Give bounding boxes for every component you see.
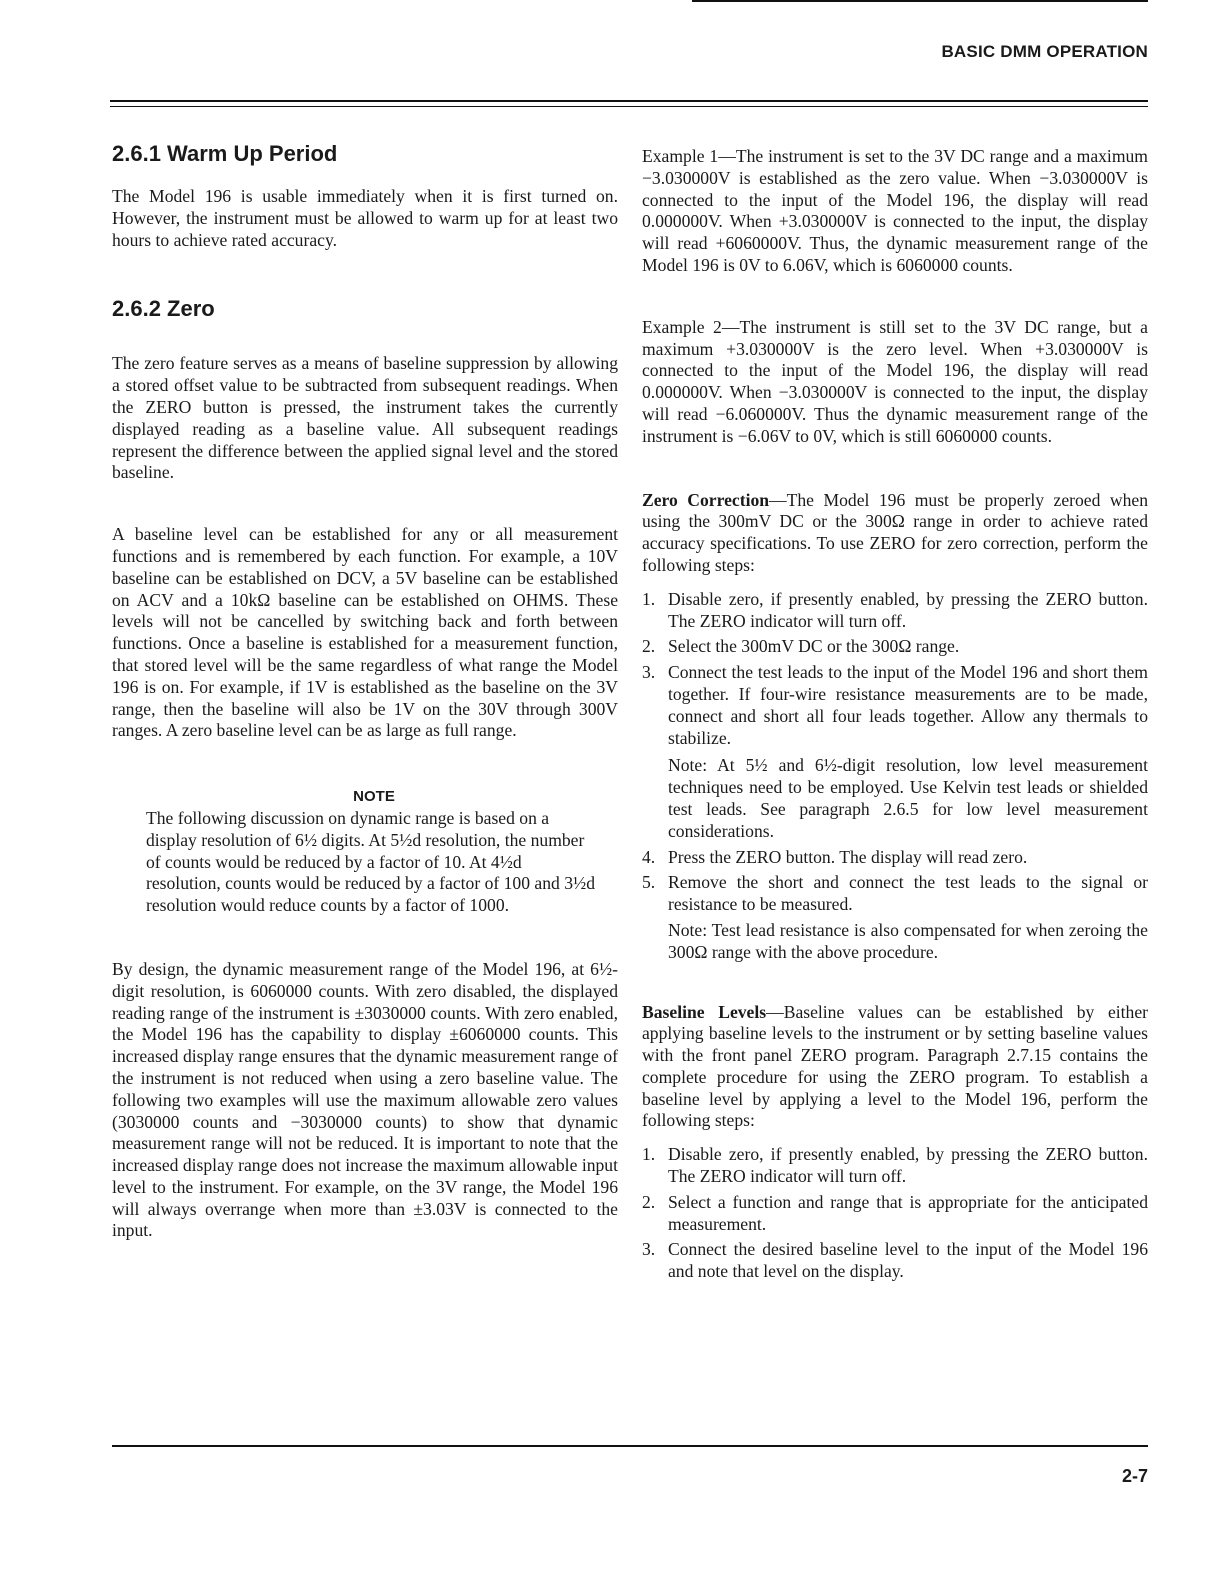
baseline-levels-intro — [642, 1002, 1148, 1133]
step-number: 3. — [642, 1239, 656, 1260]
step-number: 4. — [642, 846, 656, 867]
baseline-levels-text: —Baseline values can be established by either applying baseline levels to the instrument or by setting baseline values with the front panel ZERO program. Paragraph 2.7.15 contains the complete procedure for using the ZERO program. To establish a baseline level by applying a level to the Model 196, perform the following steps: — [642, 1001, 1149, 1131]
list-item — [642, 589, 1148, 633]
header-rule — [110, 100, 1148, 102]
footer-rule — [112, 1445, 1148, 1447]
zero-correction-note-1: Note: At 5½ and 6½-digit resolution, low level measurement techniques need to be employed. Use Kelvin test leads or shielded test leads. See paragraph 2.6.5 for low level measurement considerations. — [668, 755, 1148, 841]
list-item — [642, 662, 1148, 749]
zero-correction-steps — [642, 589, 1148, 964]
example-2-paragraph: Example 2—The instrument is still set to the 3V DC range, but a maximum +3.030000V is the zero level. When +3.030000V is connected to the input of the Model 196, the display will read 0.000000V. When −3.030000V is connected to the input, the display will read −6.060000V. Thus the dynamic measurement range of the instrument is −6.06V to 0V, which is still 6060000 counts. — [642, 316, 1148, 446]
top-edge-rule — [692, 0, 1148, 2]
list-item — [642, 847, 1148, 869]
list-item — [642, 1239, 1148, 1283]
step-text: Select the 300mV DC or the 300Ω range. — [668, 636, 960, 657]
baseline-levels-label: Baseline Levels — [642, 1001, 767, 1022]
left-column — [112, 140, 618, 1242]
step-text: Disable zero, if presently enabled, by pressing the ZERO button. The ZERO indicator will turn off. — [668, 1144, 1148, 1187]
list-item — [642, 636, 1148, 658]
note-title: NOTE — [353, 788, 395, 806]
note-body: The following discussion on dynamic range is based on a display resolution of 6½ digits. At 5½d resolution, the number of counts would be reduced by a factor of 10. At 4½d resolution, counts would be reduced by a factor of 100 and 3½d resolution would reduce counts by a factor of 1000. — [146, 807, 596, 916]
step-number: 2. — [642, 1191, 656, 1212]
step-number: 1. — [642, 1144, 656, 1165]
dynamic-range-paragraph: By design, the dynamic measurement range of the Model 196, at 6½-digit resolution, is 6060000 counts. With zero disabled, the displayed reading range of the instrument is ±3030000 counts. With zero enabled, the Model 196 has the capability to display ±6060000 counts. This increased display range ensures that the dynamic measurement range of the instrument is not reduced when using a zero baseline value. The following two examples will use the maximum allowable zero values (3030000 counts and −3030000 counts) to show that dynamic measurement range will not be reduced. It is important to note that the increased display range does not increase the maximum allowable input level to the instrument. For example, on the 3V range, the Model 196 will always overrange when more than ±3.03V is connected to the input. — [112, 958, 618, 1241]
step-number: 5. — [642, 872, 656, 893]
page-number: 2-7 — [1121, 1466, 1148, 1486]
list-item — [642, 872, 1148, 916]
list-item — [642, 1192, 1148, 1236]
step-text: Connect the desired baseline level to the input of the Model 196 and note that level on the display. — [668, 1239, 1148, 1282]
zero-correction-label: Zero Correction — [642, 489, 770, 510]
zero-correction-note-2: Note: Test lead resistance is also compensated for when zeroing the 300Ω range with the above procedure. — [668, 919, 1148, 962]
example-1-paragraph: Example 1—The instrument is set to the 3V DC range and a maximum −3.030000V is established as the zero value. When −3.030000V is connected to the input of the Model 196, the display will read 0.000000V. When +3.030000V is connected to the input, the display will read +6060000V. Thus, the dynamic measurement range of the Model 196 is 0V to 6.06V, which is 6060000 counts. — [642, 146, 1148, 275]
step-number: 3. — [642, 662, 656, 683]
note-box — [112, 786, 618, 917]
zero-correction-text: —The Model 196 must be properly zeroed when using the 300mV DC or the 300Ω range in order to achieve rated accuracy specifications. To use ZERO for zero correction, perform the following steps: — [642, 489, 1148, 575]
step-text: Connect the test leads to the input of the Model 196 and short them together. If four-wire resistance measurements are to be made, connect and short all four leads together. Allow any thermals to stabilize. — [668, 662, 1148, 748]
warm-up-paragraph: The Model 196 is usable immediately when it is first turned on. However, the instrument must be allowed to warm up for at least two hours to achieve rated accuracy. — [112, 186, 618, 250]
step-text: Remove the short and connect the test leads to the signal or resistance to be measured. — [668, 872, 1148, 915]
step-text: Select a function and range that is appropriate for the anticipated measurement. — [668, 1191, 1148, 1234]
page-header: BASIC DMM OPERATION — [941, 42, 1148, 61]
zero-paragraph-2: A baseline level can be established for any or all measurement functions and is remembered by each function. For example, a 10V baseline can be established on DCV, a 5V baseline can be established on ACV and a 10kΩ baseline can be established on OHMS. These levels will not be cancelled by switching back and forth between functions. Once a baseline is established for a measurement function, that stored level will be the same regardless of what range the Model 196 is on. For example, if 1V is established as the baseline on the 3V range, then the baseline will also be 1V on the 30V through 300V ranges. A zero baseline level can be as large as full range. — [112, 524, 618, 741]
section-heading-warm-up: 2.6.1 Warm Up Period — [112, 141, 338, 166]
step-number: 1. — [642, 588, 656, 609]
baseline-steps — [642, 1144, 1148, 1283]
zero-correction-intro — [642, 490, 1148, 577]
right-column — [642, 146, 1148, 1283]
step-number: 2. — [642, 636, 656, 657]
section-heading-zero: 2.6.2 Zero — [112, 296, 215, 322]
step-text: Press the ZERO button. The display will read zero. — [668, 846, 1028, 867]
list-item — [642, 1144, 1148, 1188]
zero-paragraph-1: The zero feature serves as a means of baseline suppression by allowing a stored offset value to be subtracted from subsequent readings. When the ZERO button is pressed, the instrument takes the currently displayed reading as a baseline value. All subsequent readings represent the difference between the applied signal level and the stored baseline. — [112, 353, 618, 483]
header-rule-thin — [110, 106, 1148, 107]
step-text: Disable zero, if presently enabled, by pressing the ZERO button. The ZERO indicator will turn off. — [668, 588, 1148, 631]
